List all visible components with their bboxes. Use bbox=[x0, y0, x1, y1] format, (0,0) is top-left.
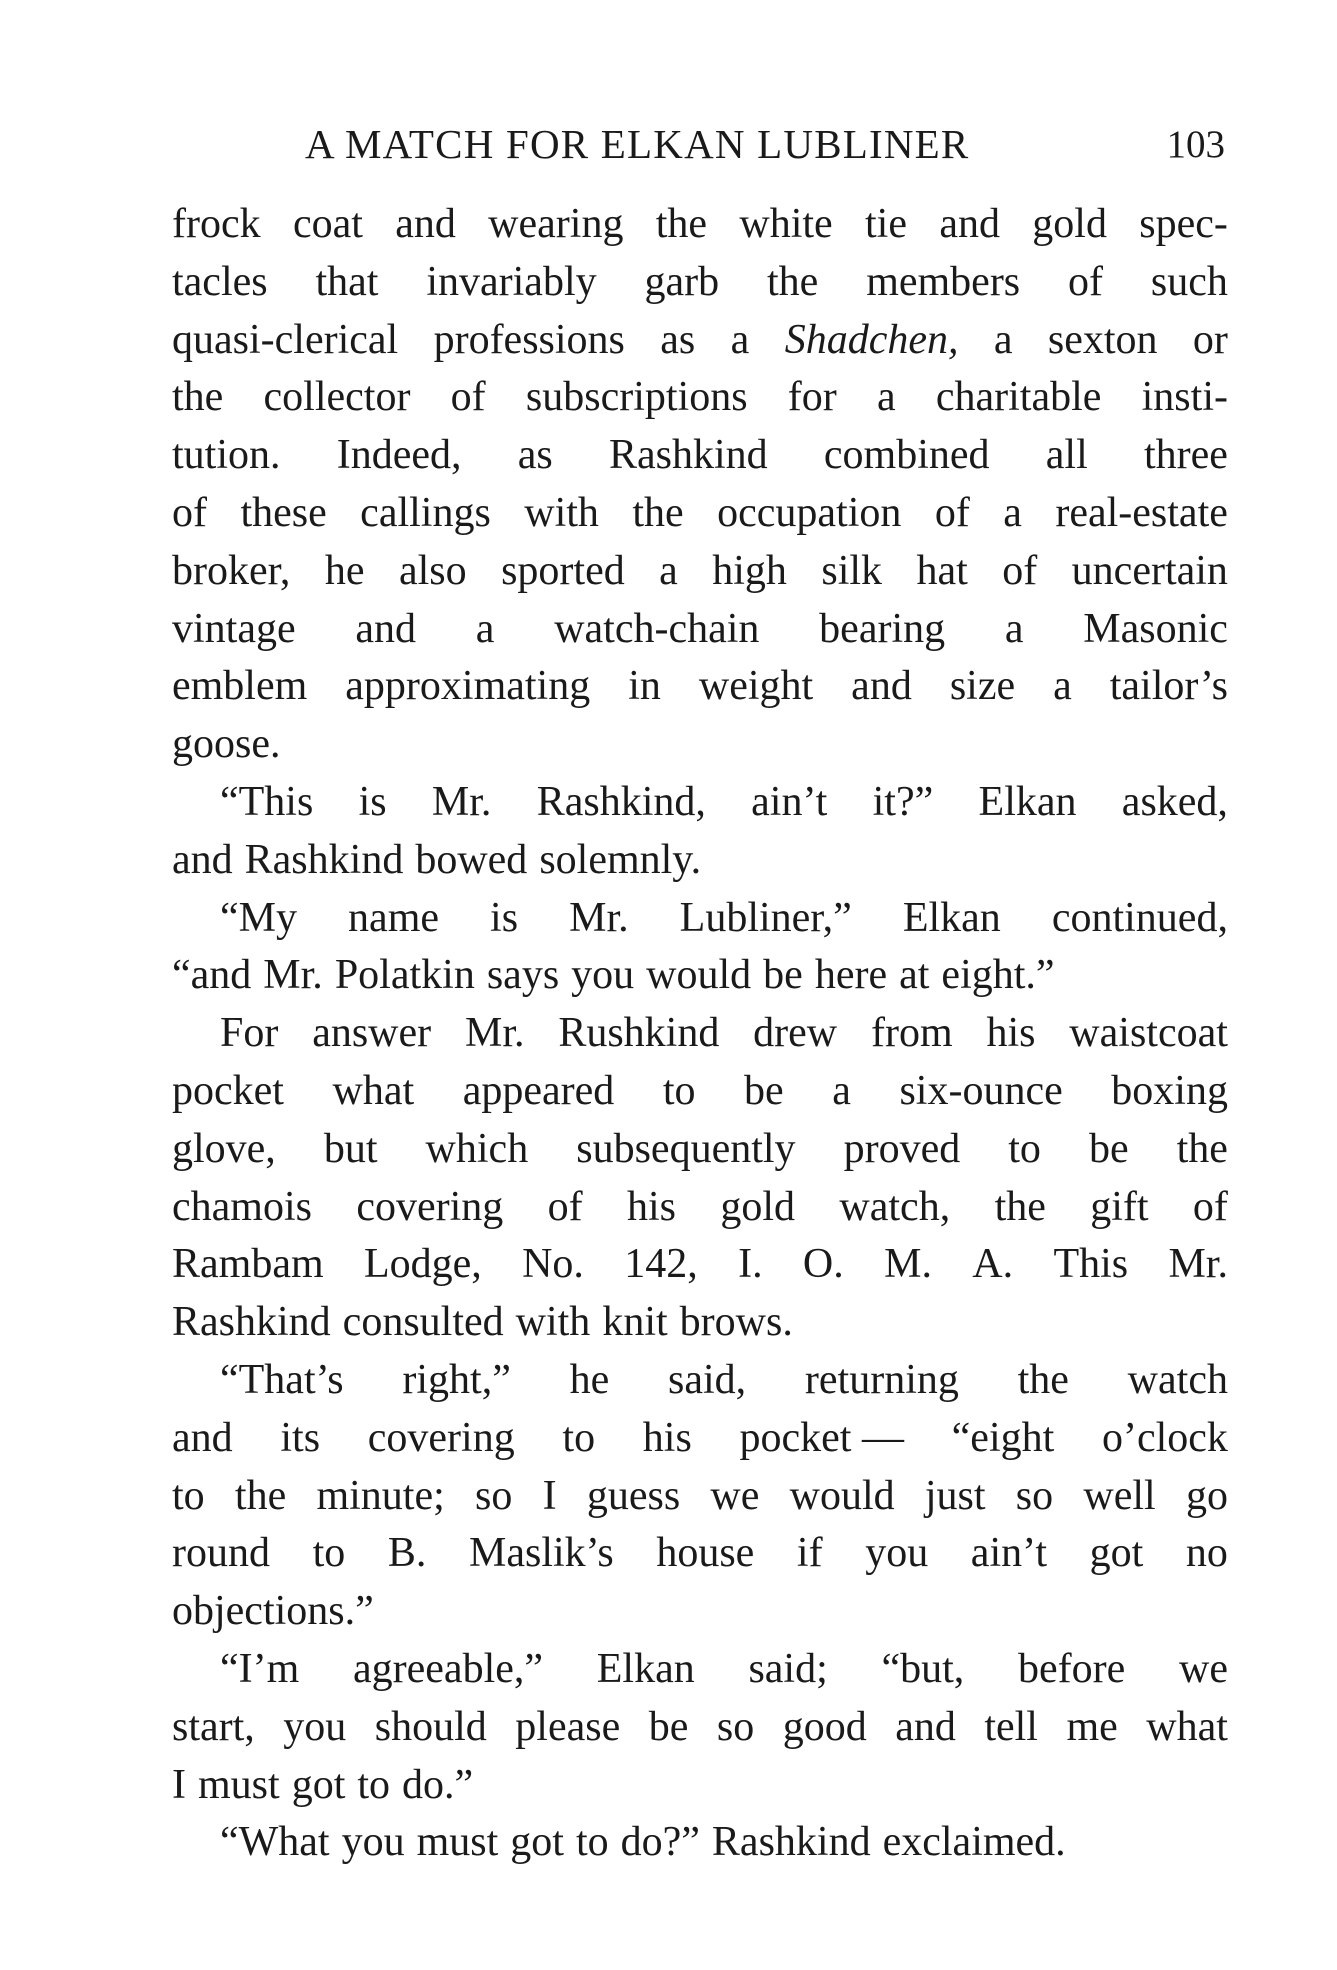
word: a bbox=[475, 605, 495, 652]
word: “That’s bbox=[220, 1356, 344, 1403]
word: but bbox=[323, 1125, 378, 1172]
word: covering bbox=[367, 1414, 515, 1461]
word: and bbox=[395, 201, 456, 247]
word: all bbox=[1045, 432, 1088, 479]
word: also bbox=[398, 547, 467, 594]
word: or bbox=[1192, 316, 1228, 363]
word: start, bbox=[172, 1703, 255, 1750]
word: we bbox=[1179, 1645, 1228, 1692]
text-line bbox=[172, 1468, 1228, 1526]
word: watch bbox=[1127, 1356, 1228, 1403]
word: size bbox=[949, 663, 1016, 710]
word: I bbox=[542, 1472, 557, 1519]
word: tacles bbox=[172, 258, 268, 305]
word: got bbox=[291, 1761, 346, 1808]
body-text bbox=[172, 196, 1228, 1872]
word: a bbox=[730, 316, 750, 363]
word: the bbox=[1176, 1125, 1228, 1172]
word: callings bbox=[360, 489, 491, 536]
word: Rashkind bbox=[172, 1299, 331, 1346]
word: what bbox=[1146, 1703, 1228, 1750]
word: gift bbox=[1090, 1183, 1149, 1230]
word: be bbox=[744, 1067, 784, 1114]
word: silk bbox=[821, 547, 883, 594]
word: from bbox=[870, 1010, 953, 1057]
word: Rashkind bbox=[711, 1819, 871, 1866]
running-head bbox=[305, 120, 1225, 180]
word: a bbox=[1004, 605, 1024, 652]
word: Maslik’s bbox=[469, 1530, 614, 1577]
word: a bbox=[1003, 489, 1022, 536]
word: in bbox=[628, 663, 661, 710]
word: asked, bbox=[1121, 778, 1228, 825]
word: guess bbox=[586, 1472, 681, 1519]
word: watch-chain bbox=[554, 605, 760, 652]
word: professions bbox=[433, 316, 625, 363]
word: as bbox=[660, 316, 696, 363]
word: so bbox=[475, 1472, 513, 1519]
word: do.” bbox=[402, 1761, 474, 1808]
word: is bbox=[358, 778, 387, 825]
text-line bbox=[172, 312, 1228, 370]
word: to bbox=[662, 1067, 696, 1114]
word: Shadchen, bbox=[784, 316, 959, 363]
word: goose. bbox=[172, 721, 281, 768]
word: tell bbox=[984, 1703, 1038, 1750]
word: of bbox=[450, 374, 486, 421]
word: just bbox=[924, 1472, 986, 1519]
word: Elkan bbox=[978, 778, 1077, 825]
word: Polatkin bbox=[334, 952, 475, 999]
word: got bbox=[1089, 1530, 1144, 1577]
word: which bbox=[425, 1125, 529, 1172]
word: gold bbox=[720, 1183, 796, 1230]
word: such bbox=[1150, 258, 1228, 305]
word: proved bbox=[843, 1125, 961, 1172]
word: boxing bbox=[1111, 1067, 1228, 1114]
word: Elkan bbox=[902, 894, 1001, 941]
word: “but, bbox=[881, 1645, 965, 1692]
word: Rambam bbox=[172, 1241, 324, 1288]
word: o’clock bbox=[1101, 1414, 1228, 1461]
word: spec- bbox=[1139, 201, 1228, 247]
word: at bbox=[899, 952, 930, 999]
word: Masonic bbox=[1083, 605, 1228, 652]
text-line bbox=[172, 774, 1228, 832]
word: waistcoat bbox=[1069, 1010, 1228, 1057]
word: the bbox=[234, 1472, 287, 1519]
word: No. bbox=[522, 1241, 584, 1288]
word: do?” bbox=[620, 1819, 700, 1866]
text-line bbox=[172, 1814, 1228, 1872]
word: six-ounce bbox=[899, 1067, 1063, 1114]
text-line bbox=[172, 1236, 1228, 1294]
word: of bbox=[1068, 258, 1104, 305]
word: Rashkind, bbox=[536, 778, 706, 825]
text-line bbox=[172, 254, 1228, 312]
word: would bbox=[646, 952, 752, 999]
word: white bbox=[739, 201, 833, 247]
word: bowed bbox=[415, 836, 528, 883]
word: to bbox=[1008, 1125, 1041, 1172]
word: the bbox=[632, 489, 684, 536]
word: the bbox=[655, 201, 708, 247]
word: approximating bbox=[345, 663, 591, 710]
word: agreeable,” bbox=[353, 1645, 544, 1692]
word: chamois bbox=[172, 1183, 312, 1230]
word: a bbox=[832, 1067, 851, 1114]
word: Mr. bbox=[1168, 1241, 1228, 1288]
word: invariably bbox=[426, 258, 597, 305]
word: a bbox=[1053, 663, 1072, 710]
word: you bbox=[571, 952, 635, 999]
word: and bbox=[851, 663, 912, 710]
running-title: A MATCH FOR ELKAN LUBLINER bbox=[305, 121, 970, 167]
word: to bbox=[312, 1530, 346, 1577]
text-line bbox=[172, 1525, 1228, 1583]
word: garb bbox=[644, 258, 720, 305]
word: his bbox=[986, 1010, 1036, 1057]
word: members bbox=[866, 258, 1021, 305]
word: good bbox=[782, 1703, 867, 1750]
word: glove, bbox=[172, 1125, 276, 1172]
word: minute; bbox=[316, 1472, 445, 1519]
word: “What bbox=[220, 1819, 330, 1866]
text-line bbox=[172, 658, 1228, 716]
word: a bbox=[993, 316, 1013, 363]
word: with bbox=[515, 1299, 591, 1346]
word: “My bbox=[220, 894, 297, 941]
word: drew bbox=[753, 1010, 838, 1057]
text-line bbox=[172, 832, 1228, 890]
word: no bbox=[1185, 1530, 1228, 1577]
word: and bbox=[939, 201, 1000, 247]
word: A. bbox=[972, 1241, 1014, 1288]
text-line bbox=[172, 601, 1228, 659]
word: sported bbox=[501, 547, 625, 594]
text-line bbox=[172, 1063, 1228, 1121]
word: “eight bbox=[951, 1414, 1055, 1461]
word: here bbox=[814, 952, 888, 999]
word: ain’t bbox=[970, 1530, 1048, 1577]
word: continued, bbox=[1051, 894, 1228, 941]
word: watch, bbox=[839, 1183, 951, 1230]
word: of bbox=[172, 489, 207, 536]
word: For bbox=[220, 1010, 279, 1057]
word: said; bbox=[748, 1645, 828, 1692]
word: I bbox=[172, 1761, 186, 1808]
word: must bbox=[416, 1819, 499, 1866]
word: you bbox=[865, 1530, 929, 1577]
word: Mr. bbox=[431, 778, 492, 825]
word: to bbox=[575, 1819, 609, 1866]
text-line bbox=[172, 1757, 1228, 1815]
word: coat bbox=[292, 201, 363, 247]
word: be bbox=[1088, 1125, 1129, 1172]
word: tailor’s bbox=[1109, 663, 1228, 710]
word: quasi-clerical bbox=[172, 316, 399, 363]
word: well bbox=[1083, 1472, 1156, 1519]
word: subsequently bbox=[576, 1125, 796, 1172]
word: of bbox=[547, 1183, 583, 1230]
word: subscriptions bbox=[525, 374, 748, 421]
word: M. bbox=[884, 1241, 932, 1288]
word: combined bbox=[823, 432, 990, 479]
word: hat bbox=[916, 547, 968, 594]
word: insti- bbox=[1141, 374, 1228, 421]
word: Elkan bbox=[596, 1645, 695, 1692]
word: three bbox=[1143, 432, 1228, 479]
text-line bbox=[172, 890, 1228, 948]
word: it?” bbox=[872, 778, 934, 825]
word: real-estate bbox=[1055, 489, 1228, 536]
word: high bbox=[712, 547, 787, 594]
word: and bbox=[355, 605, 417, 652]
word: brows. bbox=[679, 1299, 793, 1346]
word: a bbox=[659, 547, 678, 594]
word: its bbox=[280, 1414, 321, 1461]
word: occupation bbox=[717, 489, 902, 536]
word: for bbox=[787, 374, 837, 421]
word: before bbox=[1018, 1645, 1126, 1692]
text-line bbox=[172, 196, 1228, 254]
word: the bbox=[994, 1183, 1046, 1230]
word: to bbox=[357, 1761, 391, 1808]
word: gold bbox=[1032, 201, 1107, 247]
word: charitable bbox=[935, 374, 1102, 421]
word: Rashkind bbox=[244, 836, 404, 883]
word: pocket bbox=[172, 1067, 284, 1114]
word: and bbox=[172, 836, 233, 883]
word: a bbox=[876, 374, 896, 421]
word: collector bbox=[263, 374, 411, 421]
word: Lubliner,” bbox=[679, 894, 852, 941]
word: exclaimed. bbox=[882, 1819, 1066, 1866]
word: says bbox=[486, 952, 560, 999]
word: B. bbox=[387, 1530, 427, 1577]
word: house bbox=[656, 1530, 755, 1577]
word: Lodge, bbox=[363, 1241, 482, 1288]
text-line bbox=[172, 427, 1228, 485]
word: eight.” bbox=[941, 952, 1055, 999]
word: you bbox=[283, 1703, 347, 1750]
word: must bbox=[198, 1761, 280, 1808]
word: I. bbox=[738, 1241, 763, 1288]
word: consulted bbox=[342, 1299, 504, 1346]
text-line bbox=[172, 485, 1228, 543]
word: Mr. bbox=[263, 952, 323, 999]
word: that bbox=[315, 258, 379, 305]
word: pocket — bbox=[739, 1414, 904, 1461]
word: Mr. bbox=[464, 1010, 525, 1057]
word: these bbox=[240, 489, 327, 536]
text-line bbox=[172, 1179, 1228, 1237]
text-line bbox=[172, 1352, 1228, 1410]
word: right,” bbox=[402, 1356, 511, 1403]
word: so bbox=[1015, 1472, 1054, 1519]
word: frock bbox=[172, 201, 261, 247]
text-line bbox=[172, 369, 1228, 427]
word: appeared bbox=[462, 1067, 615, 1114]
word: returning bbox=[804, 1356, 959, 1403]
word: so bbox=[716, 1703, 755, 1750]
word: “and bbox=[172, 952, 252, 999]
word: solemnly. bbox=[539, 836, 702, 883]
word: his bbox=[627, 1183, 677, 1230]
word: be bbox=[763, 952, 803, 999]
word: he bbox=[569, 1356, 610, 1403]
word: he bbox=[324, 547, 365, 594]
text-line bbox=[172, 543, 1228, 601]
word: weight bbox=[698, 663, 814, 710]
word: Indeed, bbox=[336, 432, 462, 479]
word: broker, bbox=[172, 547, 291, 594]
word: as bbox=[517, 432, 553, 479]
word: of bbox=[934, 489, 970, 536]
text-line bbox=[172, 1121, 1228, 1179]
word: bearing bbox=[819, 605, 946, 652]
word: “I’m bbox=[220, 1645, 300, 1692]
word: tie bbox=[865, 201, 907, 247]
word: the bbox=[1017, 1356, 1069, 1403]
word: This bbox=[1053, 1241, 1129, 1288]
word: what bbox=[332, 1067, 415, 1114]
word: be bbox=[648, 1703, 689, 1750]
word: Rushkind bbox=[558, 1010, 720, 1057]
word: “This bbox=[220, 778, 314, 825]
word: got bbox=[510, 1819, 564, 1866]
text-line bbox=[172, 716, 1228, 774]
word: is bbox=[490, 894, 519, 941]
word: his bbox=[642, 1414, 692, 1461]
word: and bbox=[895, 1703, 956, 1750]
word: with bbox=[524, 489, 599, 536]
word: covering bbox=[356, 1183, 504, 1230]
word: Mr. bbox=[569, 894, 629, 941]
word: me bbox=[1066, 1703, 1118, 1750]
word: to bbox=[172, 1472, 205, 1519]
word: the bbox=[767, 258, 819, 305]
word: round bbox=[172, 1530, 270, 1577]
word: you bbox=[341, 1819, 405, 1866]
word: O. bbox=[802, 1241, 844, 1288]
word: wearing bbox=[488, 201, 624, 247]
word: said, bbox=[668, 1356, 747, 1403]
word: 142, bbox=[624, 1241, 698, 1288]
word: we bbox=[710, 1472, 760, 1519]
word: tution. bbox=[172, 432, 281, 479]
word: of bbox=[1002, 547, 1038, 594]
word: please bbox=[515, 1703, 621, 1750]
word: uncertain bbox=[1071, 547, 1228, 594]
text-line bbox=[172, 1699, 1228, 1757]
word: vintage bbox=[172, 605, 296, 652]
word: answer bbox=[312, 1010, 432, 1057]
text-line bbox=[172, 1410, 1228, 1468]
word: objections.” bbox=[172, 1588, 374, 1635]
word: would bbox=[789, 1472, 895, 1519]
text-line bbox=[172, 1294, 1228, 1352]
word: emblem bbox=[172, 663, 308, 710]
word: go bbox=[1185, 1472, 1228, 1519]
word: the bbox=[172, 374, 224, 421]
word: sexton bbox=[1047, 316, 1158, 363]
word: of bbox=[1192, 1183, 1228, 1230]
text-line bbox=[172, 1005, 1228, 1063]
word: ain’t bbox=[751, 778, 828, 825]
word: Rashkind bbox=[609, 432, 768, 479]
word: should bbox=[374, 1703, 487, 1750]
word: name bbox=[348, 894, 439, 941]
text-line bbox=[172, 1641, 1228, 1699]
word: knit bbox=[602, 1299, 668, 1346]
text-line bbox=[172, 947, 1228, 1005]
word: to bbox=[562, 1414, 596, 1461]
page-number: 103 bbox=[1166, 123, 1225, 166]
text-line bbox=[172, 1583, 1228, 1641]
word: if bbox=[796, 1530, 823, 1577]
word: and bbox=[172, 1414, 233, 1461]
